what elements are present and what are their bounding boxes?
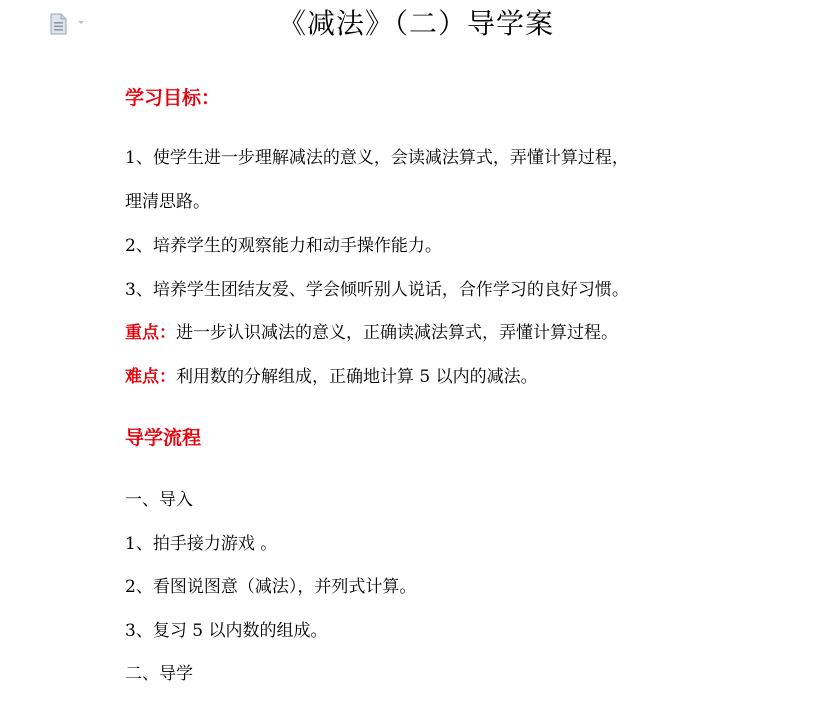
- difficulty-text: 利用数的分解组成，正确地计算 5 以内的减法。: [176, 367, 538, 387]
- key-point: [125, 321, 618, 345]
- difficulty-point: [125, 365, 538, 389]
- objective-line: 3、培养学生团结友爱、学会倾听别人说话，合作学习的良好习惯。: [125, 280, 629, 300]
- objective-line: 理清思路。: [125, 192, 210, 212]
- process-heading: 导学流程: [125, 427, 202, 449]
- process-line: 1、拍手接力游戏 。: [125, 534, 278, 554]
- objectives-heading: 学习目标：: [125, 87, 221, 109]
- key-point-label: 重点：: [125, 323, 176, 343]
- process-line: 二、导学: [125, 664, 193, 684]
- objective-line: 2、培养学生的观察能力和动手操作能力。: [125, 236, 442, 256]
- difficulty-label: 难点：: [125, 367, 176, 387]
- process-line: 2、看图说图意（减法），并列式计算。: [125, 577, 417, 597]
- process-line: 3、复习 5 以内数的组成。: [125, 621, 328, 641]
- page-title: 《减法》（二）导学案: [277, 7, 554, 40]
- key-point-text: 进一步认识减法的意义，正确读减法算式，弄懂计算过程。: [176, 323, 618, 343]
- objective-line: 1、使学生进一步理解减法的意义，会读减法算式，弄懂计算过程，: [125, 148, 629, 168]
- process-line: 一、导入: [125, 490, 193, 510]
